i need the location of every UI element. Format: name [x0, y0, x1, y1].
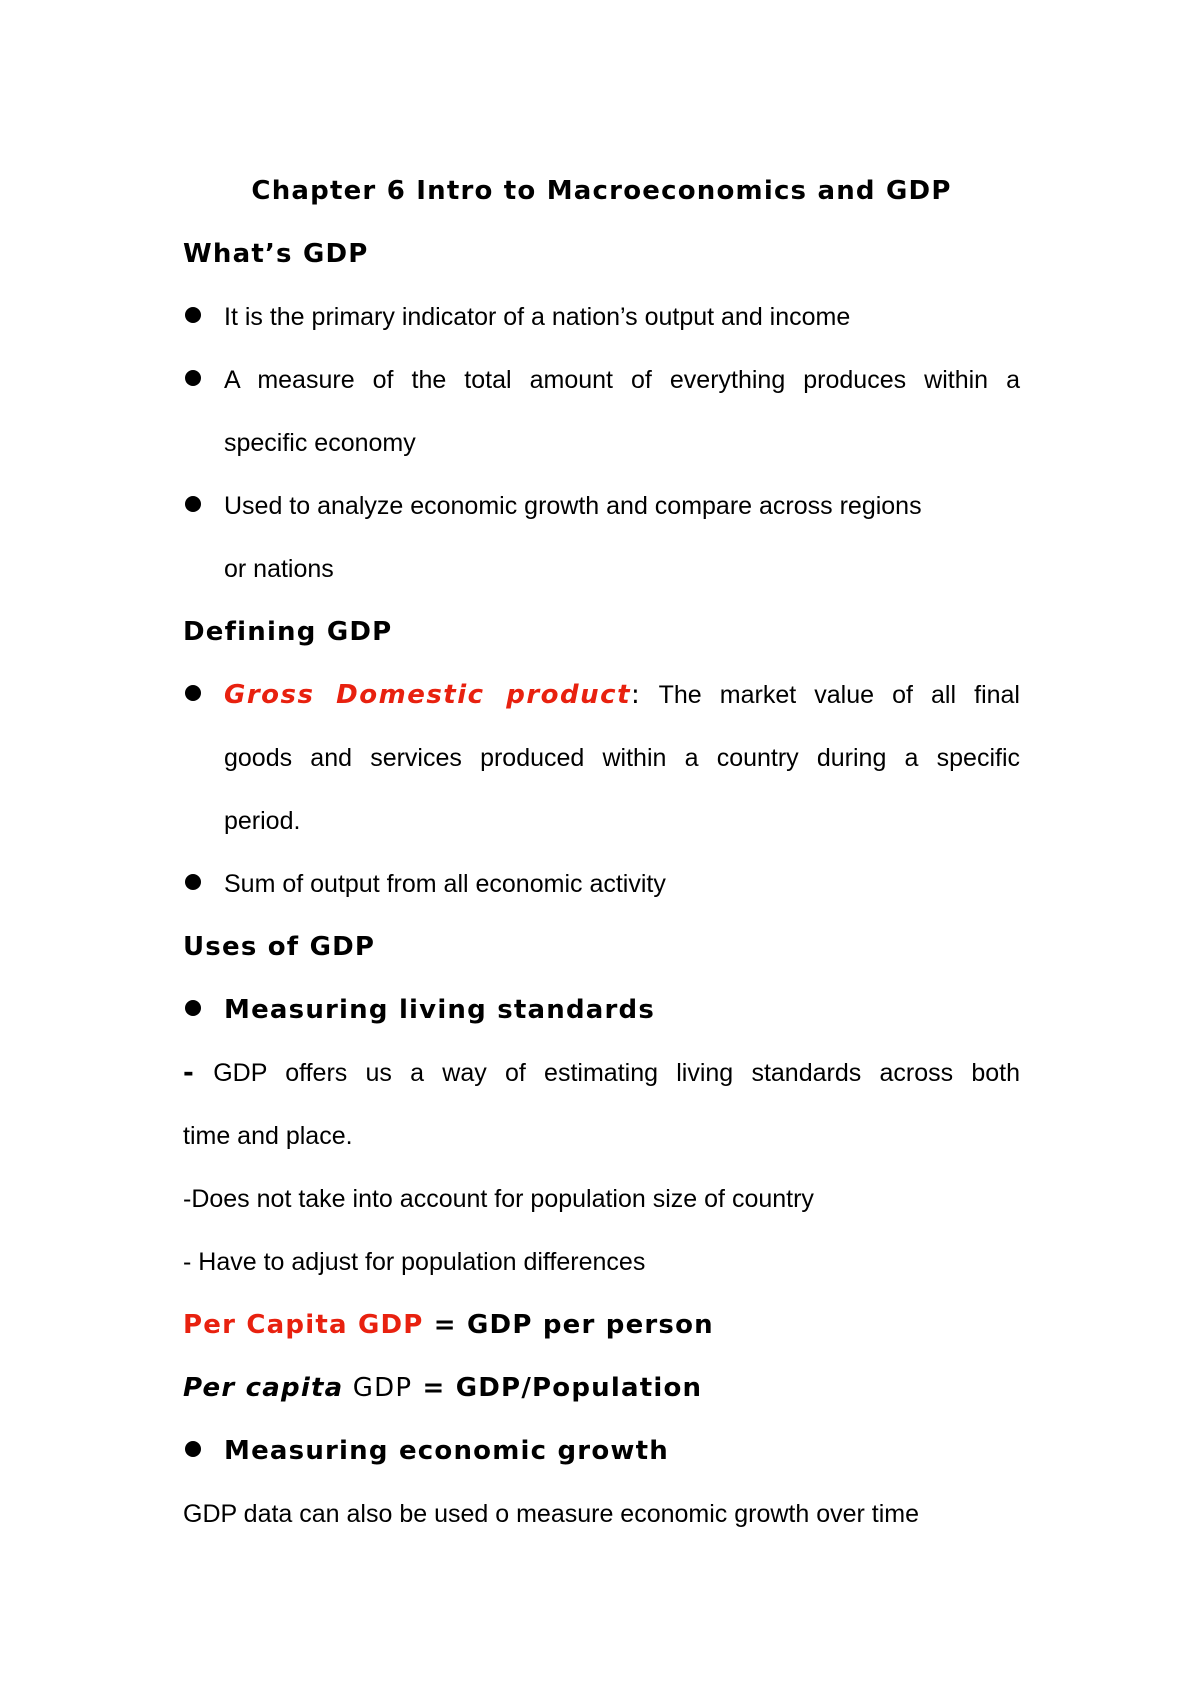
subheading-living-standards: Measuring living standards [224, 995, 656, 1025]
body-text-line: time and place. [183, 1122, 353, 1150]
bullet-icon [185, 685, 201, 701]
list-item-text: A measure of the total amount of everything produces within a [224, 366, 1020, 394]
list-item [183, 475, 1020, 538]
subheading-economic-growth: Measuring economic growth [224, 1436, 669, 1466]
bullet-icon [185, 1441, 201, 1457]
body-text-line: - Have to adjust for population differences [183, 1248, 646, 1276]
list-item [183, 349, 1020, 412]
per-capita-term: Per Capita GDP [183, 1310, 424, 1340]
body-text-line [183, 1042, 1020, 1105]
list-item-continuation [183, 790, 1020, 853]
section-heading-uses-of-gdp: Uses of GDP [183, 932, 376, 962]
formula-gdp: GDP [343, 1373, 413, 1403]
bullet-icon [185, 1000, 201, 1016]
bullet-icon [185, 874, 201, 890]
definition-text: period. [224, 807, 301, 835]
definition-text: goods and services produced within a country during a specific [224, 744, 1020, 772]
formula-rest: = GDP/Population [412, 1373, 703, 1403]
list-item-text: specific economy [224, 429, 416, 457]
list-item-text: Used to analyze economic growth and compare across regions [224, 492, 922, 520]
dash-marker: - [183, 1058, 195, 1088]
list-item-continuation [183, 412, 1020, 475]
list-item [183, 979, 1020, 1042]
list-item-continuation [183, 727, 1020, 790]
bullet-icon [185, 307, 201, 323]
list-item-text: or nations [224, 555, 334, 583]
list-item [183, 1420, 1020, 1483]
section-heading-defining-gdp: Defining GDP [183, 617, 393, 647]
body-text: GDP offers us a way of estimating living standards across both [195, 1059, 1020, 1087]
per-capita-definition [183, 1294, 1020, 1357]
term-gross-domestic-product: Gross Domestic product [224, 680, 632, 710]
per-capita-meaning: = GDP per person [423, 1310, 714, 1340]
bullet-icon [185, 370, 201, 386]
per-capita-formula [183, 1357, 1020, 1420]
list-item-text: Sum of output from all economic activity [224, 870, 666, 898]
list-item-continuation [183, 538, 1020, 601]
term-separator: : [631, 680, 641, 710]
page-title: Chapter 6 Intro to Macroeconomics and GDP [251, 176, 952, 206]
formula-per-capita: Per capita [183, 1373, 344, 1403]
list-item [183, 286, 1020, 349]
list-item [183, 664, 1020, 727]
body-text-line: -Does not take into account for population size of country [183, 1185, 814, 1213]
bullet-icon [185, 496, 201, 512]
document-content [183, 160, 1020, 1546]
list-item-text: It is the primary indicator of a nation’s output and income [224, 303, 851, 331]
section-heading-whats-gdp: What’s GDP [183, 239, 369, 269]
list-item [183, 853, 1020, 916]
definition-text: The market value of all final [640, 681, 1020, 709]
body-text-line: GDP data can also be used o measure economic growth over time [183, 1500, 920, 1528]
